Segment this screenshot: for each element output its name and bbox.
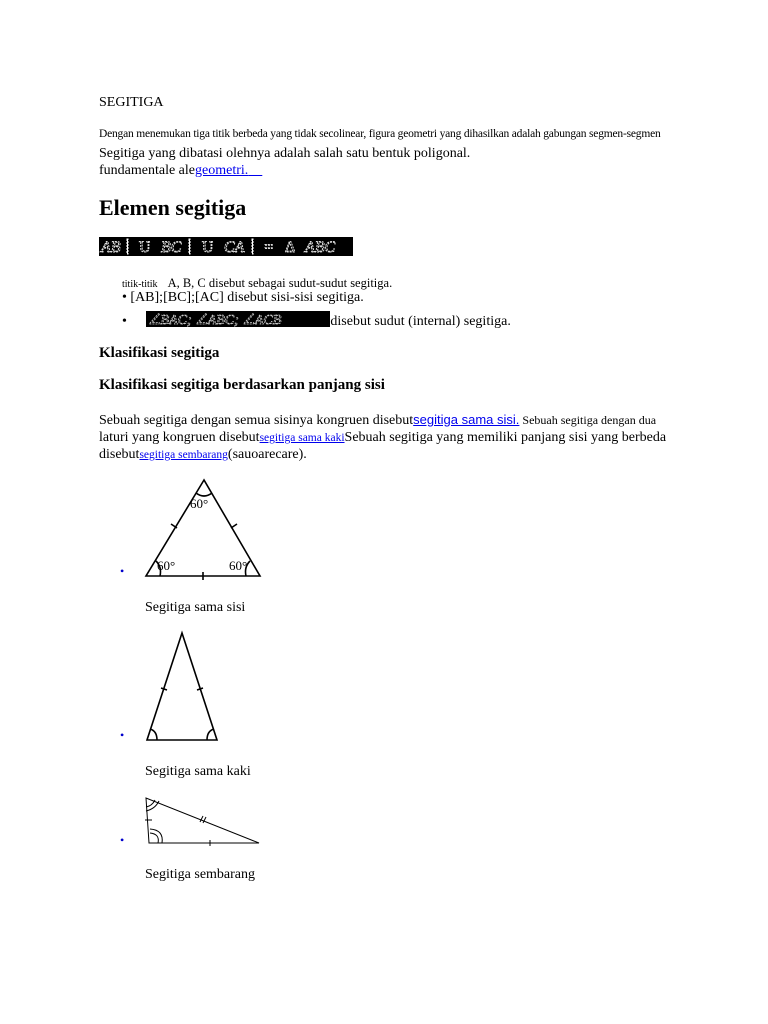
link-geometri[interactable]: geometri. [195, 163, 249, 178]
class-para-l1-text: Sebuah segitiga dengan semua sisinya kongruen disebut [99, 413, 414, 428]
class-para-line-3 [99, 447, 307, 463]
intro-line-2: Segitiga yang dibatasi olehnya adalah salah satu bentuk poligonal. [99, 146, 471, 161]
svg-text:U: U [139, 239, 151, 256]
angle-label-right: 60° [229, 558, 248, 573]
isosceles-triangle-figure [140, 628, 225, 746]
svg-text:=: = [264, 239, 274, 256]
formula-image-angles [146, 311, 330, 327]
svg-text:∠BAC; ∠ABC; ∠ACB: ∠BAC; ∠ABC; ∠ACB [148, 313, 282, 327]
figure-2-bullet: • [120, 728, 125, 742]
class-para-l2-tail: Sebuah segitiga yang memiliki panjang sisi yang berbeda [344, 430, 667, 445]
svg-text:BC: BC [161, 239, 182, 256]
intro-line-3-text: fundamentale ale [99, 163, 196, 178]
intro-line-3 [99, 163, 262, 179]
section-title-classification: Klasifikasi segitiga [99, 345, 220, 361]
class-para-l1-tail: Sebuah segitiga dengan dua [519, 413, 657, 427]
class-para-line-1 [99, 412, 656, 429]
svg-text:CA: CA [224, 239, 245, 256]
class-para-line-2 [99, 430, 666, 446]
svg-text:ABC: ABC [305, 239, 336, 256]
equilateral-triangle-figure [140, 475, 268, 583]
angle-label-left: 60° [157, 558, 176, 573]
link-segitiga-sama-sisi[interactable]: segitiga sama sisi. [413, 412, 520, 427]
element-item-1-small: titik-titik [122, 279, 158, 290]
element-item-3-text: disebut sudut (internal) segitiga. [330, 314, 511, 329]
element-item-3 [122, 311, 511, 330]
element-item-3-bullet: • [122, 314, 127, 329]
element-item-2: • [AB];[BC];[AC] disebut sisi-sisi segitiga. [122, 290, 364, 305]
figure-3-bullet: • [120, 833, 125, 847]
scalene-triangle-figure [140, 792, 264, 850]
link-segitiga-sama-kaki[interactable]: segitiga sama kaki [259, 432, 345, 444]
svg-text:Δ: Δ [285, 239, 296, 256]
intro-line-1: Dengan menemukan tiga titik berbeda yang tidak secolinear, figura geometri yang dihasilkan adalah gabungan segmen-segmen [99, 128, 661, 140]
link-segitiga-sembarang[interactable]: segitiga sembarang [139, 449, 228, 461]
class-para-l3-text: disebut [99, 447, 140, 462]
figure-1-caption: Segitiga sama sisi [145, 600, 246, 615]
class-para-l2-text: laturi yang kongruen disebut [99, 430, 260, 445]
section-subtitle-side-length: Klasifikasi segitiga berdasarkan panjang sisi [99, 377, 385, 393]
page-heading: SEGITIGA [99, 95, 164, 110]
formula-image-segments [99, 237, 353, 256]
section-title-elements: Elemen segitiga [99, 195, 247, 220]
svg-text:AB: AB [101, 239, 121, 256]
figure-3-caption: Segitiga sembarang [145, 867, 256, 882]
figure-2-caption: Segitiga sama kaki [145, 764, 251, 779]
element-item-1-text: A, B, C disebut sebagai sudut-sudut segitiga. [167, 276, 393, 290]
svg-text:U: U [202, 239, 214, 256]
angle-label-top: 60° [190, 496, 209, 511]
figure-1-bullet: • [120, 564, 125, 578]
class-para-l3-tail: (sauoarecare). [227, 447, 307, 462]
